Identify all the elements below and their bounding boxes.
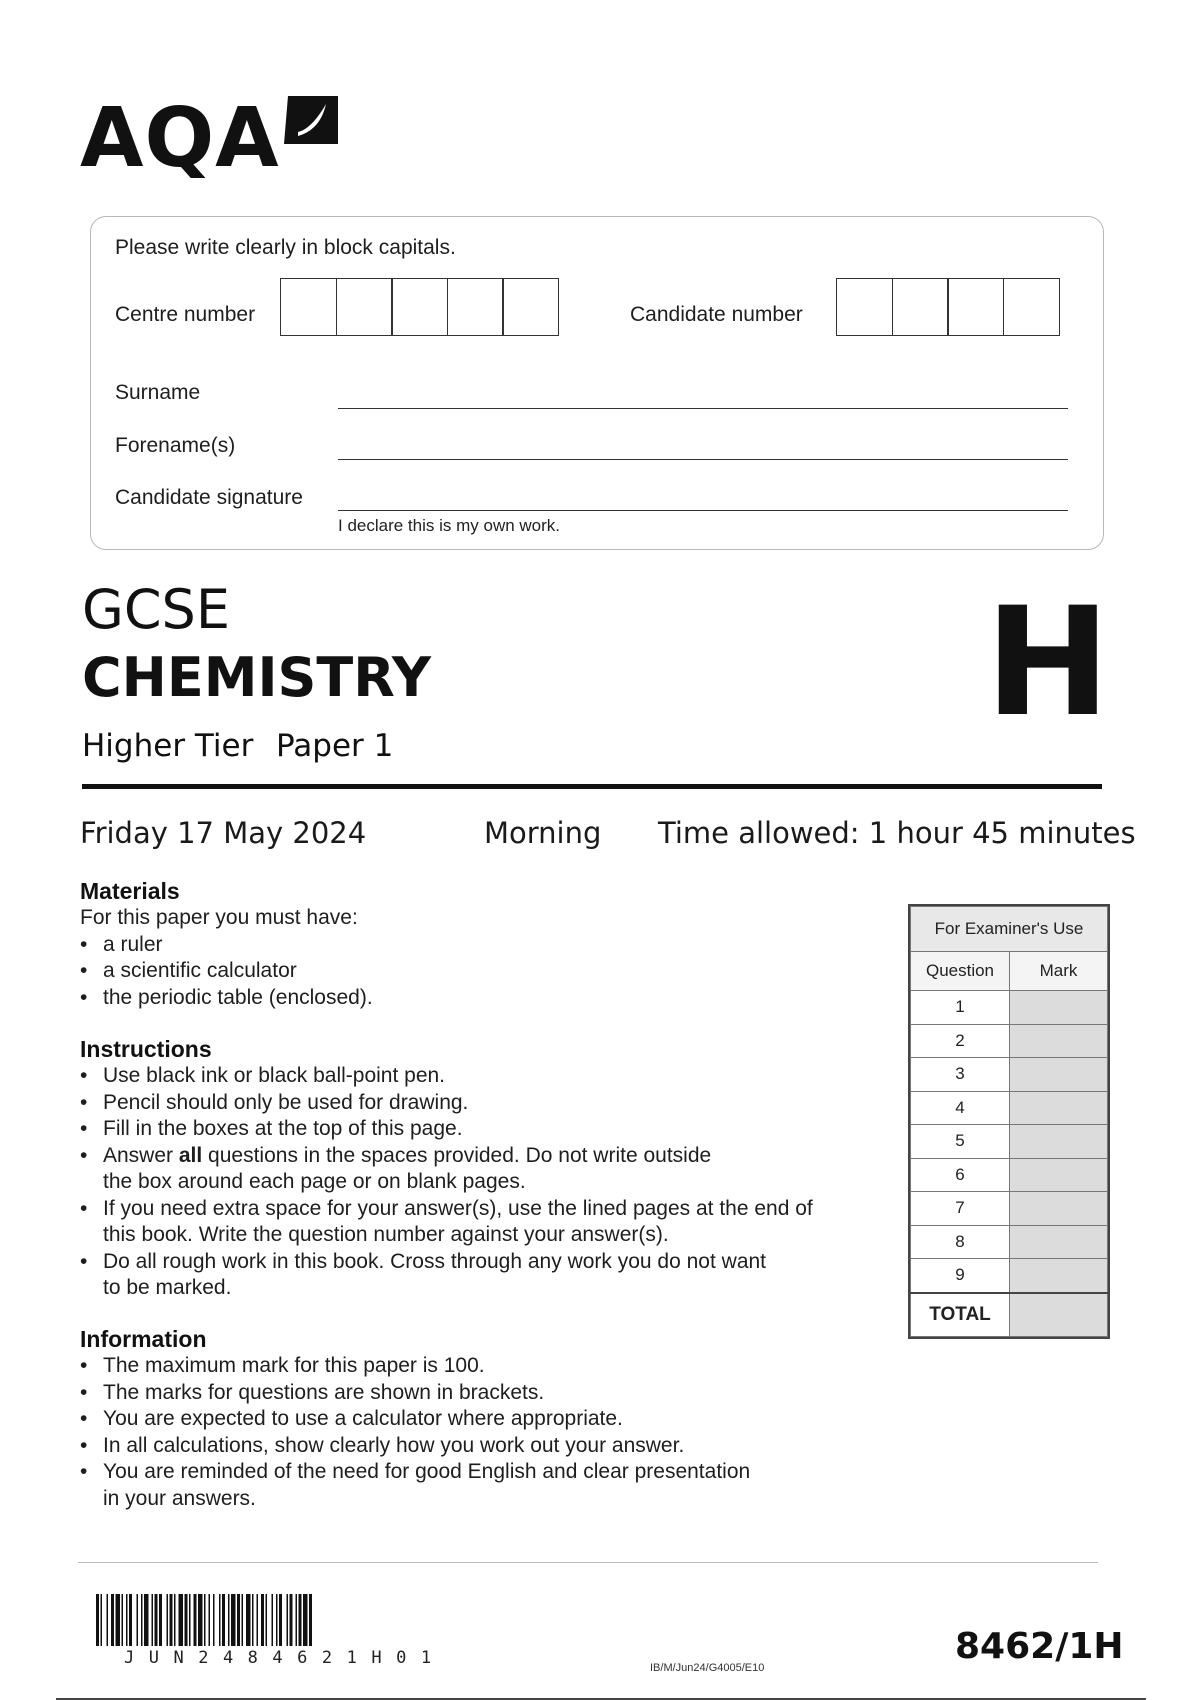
information-item-presentation bbox=[80, 1459, 880, 1512]
forename-label: Forename(s) bbox=[115, 434, 236, 457]
question-number: 7 bbox=[911, 1192, 1010, 1226]
tier-letter: H bbox=[985, 576, 1111, 750]
signature-field[interactable] bbox=[338, 510, 1068, 511]
question-number: 8 bbox=[911, 1225, 1010, 1259]
barcode-bar bbox=[213, 1594, 215, 1646]
mark-cell bbox=[1010, 1125, 1108, 1159]
examiners-use-heading: For Examiner's Use bbox=[911, 907, 1108, 952]
centre-number-box[interactable] bbox=[447, 278, 504, 336]
surname-field[interactable] bbox=[338, 408, 1068, 409]
barcode-bar bbox=[107, 1594, 109, 1646]
instruction-item-rough-work bbox=[80, 1249, 880, 1302]
barcode-bar bbox=[303, 1594, 308, 1646]
presentation-line1: You are reminded of the need for good English and clear presentation bbox=[103, 1460, 751, 1483]
table-row bbox=[911, 1125, 1108, 1159]
table-row bbox=[911, 1158, 1108, 1192]
table-row bbox=[911, 1058, 1108, 1092]
barcode-bar bbox=[185, 1594, 188, 1646]
examiners-use-table bbox=[908, 904, 1110, 1339]
barcode-bar bbox=[101, 1594, 103, 1646]
information-item: • In all calculations, show clearly how you work out your answer. bbox=[80, 1433, 880, 1460]
paper-label: Paper 1 bbox=[276, 728, 394, 764]
barcode-bar bbox=[204, 1594, 206, 1646]
answer-all-line2: the box around each page or on blank pages. bbox=[103, 1170, 526, 1193]
mark-cell bbox=[1010, 1192, 1108, 1226]
presentation-line2: in your answers. bbox=[103, 1486, 256, 1510]
barcode-bar bbox=[155, 1594, 158, 1646]
barcode-bar bbox=[228, 1594, 230, 1646]
mark-cell bbox=[1010, 1058, 1108, 1092]
barcode-bar bbox=[287, 1594, 289, 1646]
forename-field[interactable] bbox=[338, 459, 1068, 460]
barcode-bar bbox=[116, 1594, 121, 1646]
extra-space-line2: this book. Write the question number against your answer(s). bbox=[103, 1223, 669, 1246]
candidate-number-box[interactable] bbox=[892, 278, 949, 336]
question-number: 2 bbox=[911, 1024, 1010, 1058]
instruction-item: • Pencil should only be used for drawing. bbox=[80, 1090, 880, 1117]
materials-heading: Materials bbox=[80, 878, 180, 904]
tier-label: Higher Tier bbox=[82, 728, 254, 764]
instructions-section bbox=[80, 1036, 880, 1302]
materials-item: • the periodic table (enclosed). bbox=[80, 985, 880, 1012]
mark-cell bbox=[1010, 1259, 1108, 1293]
barcode-bar bbox=[222, 1594, 225, 1646]
rough-work-line2: to be marked. bbox=[103, 1276, 232, 1299]
barcode-bar bbox=[261, 1594, 264, 1646]
information-heading: Information bbox=[80, 1326, 207, 1352]
exam-date: Friday 17 May 2024 bbox=[80, 816, 367, 850]
barcode-bar bbox=[141, 1594, 143, 1646]
table-row bbox=[911, 1225, 1108, 1259]
time-allowed: Time allowed: 1 hour 45 minutes bbox=[658, 816, 1136, 850]
question-number: 6 bbox=[911, 1158, 1010, 1192]
barcode-bar bbox=[198, 1594, 203, 1646]
barcode-bar bbox=[252, 1594, 254, 1646]
information-item: • The maximum mark for this paper is 100. bbox=[80, 1353, 880, 1380]
qualification-title: GCSE bbox=[82, 578, 230, 641]
barcode-bar bbox=[246, 1594, 251, 1646]
barcode-bar bbox=[276, 1594, 278, 1646]
barcode-bar bbox=[299, 1594, 302, 1646]
title-divider bbox=[82, 784, 1102, 789]
paper-code: 8462/1H bbox=[955, 1626, 1124, 1667]
barcode-bar bbox=[231, 1594, 236, 1646]
barcode-bar bbox=[219, 1594, 221, 1646]
instruction-item-answer-all bbox=[80, 1143, 880, 1196]
barcode-bar bbox=[129, 1594, 132, 1646]
barcode-bar bbox=[144, 1594, 149, 1646]
instruction-item-extra-space bbox=[80, 1196, 880, 1249]
barcode-bar bbox=[122, 1594, 124, 1646]
barcode-bar bbox=[237, 1594, 240, 1646]
materials-item: • a scientific calculator bbox=[80, 958, 880, 985]
subject-title: CHEMISTRY bbox=[82, 646, 431, 709]
barcode-bar bbox=[309, 1594, 312, 1646]
centre-number-box[interactable] bbox=[336, 278, 393, 336]
surname-label: Surname bbox=[115, 381, 201, 404]
table-row bbox=[911, 1192, 1108, 1226]
barcode-bar bbox=[257, 1594, 259, 1646]
barcode-bar bbox=[126, 1594, 128, 1646]
barcode-bar bbox=[174, 1594, 176, 1646]
mark-cell bbox=[1010, 1158, 1108, 1192]
barcode-bar bbox=[266, 1594, 268, 1646]
rough-work-line1: Do all rough work in this book. Cross through any work you do not want bbox=[103, 1249, 767, 1273]
information-item: • You are expected to use a calculator where appropriate. bbox=[80, 1406, 880, 1433]
barcode-bar bbox=[152, 1594, 154, 1646]
materials-item: • a ruler bbox=[80, 932, 880, 959]
document-reference: IB/M/Jun24/G4005/E10 bbox=[650, 1662, 765, 1674]
total-mark-cell bbox=[1010, 1293, 1108, 1337]
barcode-bar bbox=[170, 1594, 173, 1646]
mark-cell bbox=[1010, 1024, 1108, 1058]
aqa-logo-text: AQA bbox=[80, 91, 280, 186]
table-row bbox=[911, 991, 1108, 1025]
instruction-item: • Fill in the boxes at the top of this page. bbox=[80, 1116, 880, 1143]
total-row bbox=[911, 1293, 1108, 1337]
barcode-bar bbox=[159, 1594, 162, 1646]
centre-number-boxes[interactable] bbox=[280, 278, 559, 336]
barcode-bar bbox=[272, 1594, 274, 1646]
footer-divider bbox=[78, 1562, 1098, 1563]
question-number: 1 bbox=[911, 991, 1010, 1025]
materials-intro: For this paper you must have: bbox=[80, 906, 358, 929]
aqa-logo-mark-icon bbox=[282, 92, 342, 148]
barcode-digits: JUN2484621H01 bbox=[124, 1648, 446, 1668]
mark-cell bbox=[1010, 1225, 1108, 1259]
materials-section bbox=[80, 878, 880, 1011]
candidate-number-boxes[interactable] bbox=[836, 278, 1060, 336]
answer-all-bold: all bbox=[178, 1143, 203, 1167]
exam-session: Morning bbox=[484, 816, 602, 850]
table-row bbox=[911, 1259, 1108, 1293]
barcode-bar bbox=[242, 1594, 244, 1646]
barcode-bar bbox=[111, 1594, 114, 1646]
instructions-heading: Instructions bbox=[80, 1036, 212, 1062]
candidate-number-box[interactable] bbox=[836, 278, 893, 336]
instruction-item: • Use black ink or black ball-point pen. bbox=[80, 1063, 880, 1090]
table-row bbox=[911, 1024, 1108, 1058]
extra-space-line1: If you need extra space for your answer(s), use the lined pages at the end of bbox=[103, 1196, 813, 1220]
candidate-number-box[interactable] bbox=[1003, 278, 1060, 336]
total-label: TOTAL bbox=[911, 1293, 1010, 1337]
question-column-header: Question bbox=[911, 952, 1010, 991]
barcode-bar bbox=[96, 1594, 99, 1646]
centre-number-label: Centre number bbox=[115, 303, 256, 326]
barcode-bar bbox=[290, 1594, 293, 1646]
signature-label: Candidate signature bbox=[115, 486, 303, 509]
barcode-bar bbox=[296, 1594, 298, 1646]
information-item: • The marks for questions are shown in brackets. bbox=[80, 1380, 880, 1407]
barcode-bar bbox=[189, 1594, 191, 1646]
barcode-bar bbox=[194, 1594, 197, 1646]
centre-number-box[interactable] bbox=[391, 278, 448, 336]
candidate-number-box[interactable] bbox=[947, 278, 1004, 336]
information-section bbox=[80, 1326, 880, 1512]
mark-cell bbox=[1010, 1091, 1108, 1125]
centre-number-box[interactable] bbox=[502, 278, 559, 336]
question-number: 5 bbox=[911, 1125, 1010, 1159]
mark-column-header: Mark bbox=[1010, 952, 1108, 991]
barcode-bar bbox=[167, 1594, 169, 1646]
question-number: 9 bbox=[911, 1259, 1010, 1293]
centre-number-box[interactable] bbox=[280, 278, 337, 336]
declaration-text: I declare this is my own work. bbox=[338, 516, 561, 535]
barcode-bar bbox=[279, 1594, 282, 1646]
barcode-bar bbox=[137, 1594, 139, 1646]
mark-cell bbox=[1010, 991, 1108, 1025]
block-capitals-instruction: Please write clearly in block capitals. bbox=[115, 236, 456, 259]
question-number: 4 bbox=[911, 1091, 1010, 1125]
candidate-number-label: Candidate number bbox=[630, 303, 803, 326]
barcode-bar bbox=[179, 1594, 184, 1646]
barcode bbox=[96, 1594, 508, 1646]
answer-all-suffix: questions in the spaces provided. Do not write outside bbox=[202, 1143, 712, 1167]
question-number: 3 bbox=[911, 1058, 1010, 1092]
table-row bbox=[911, 1091, 1108, 1125]
answer-all-prefix: Answer bbox=[103, 1143, 179, 1167]
barcode-bar bbox=[209, 1594, 211, 1646]
